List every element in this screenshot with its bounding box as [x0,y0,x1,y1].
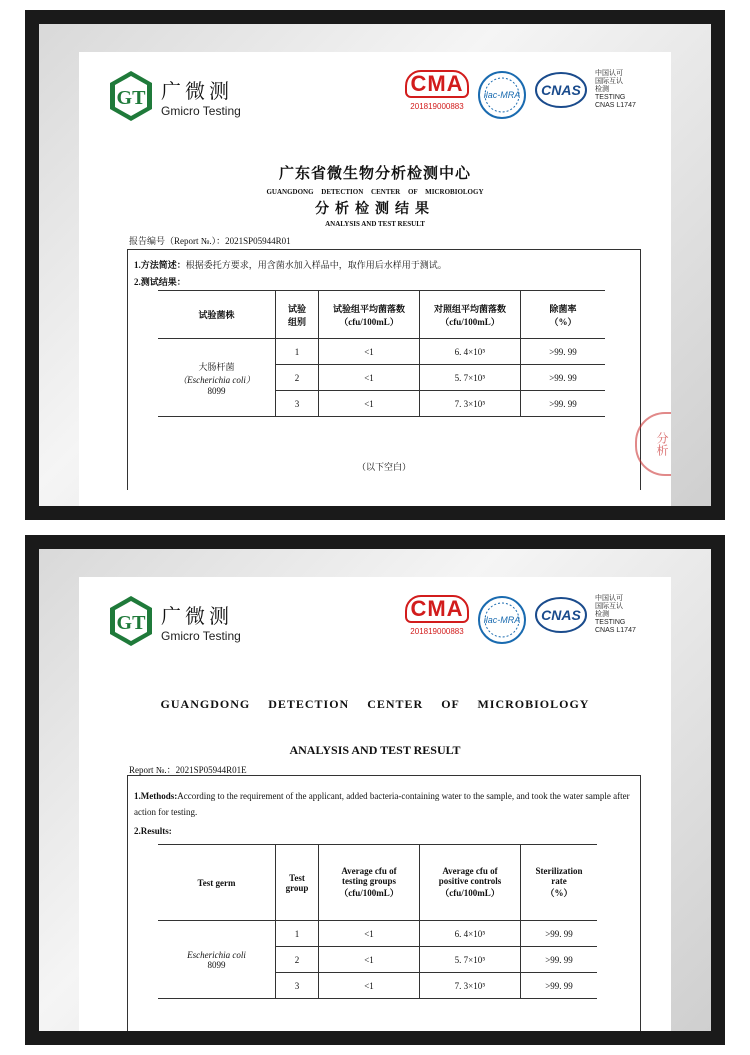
cma-number: 201819000883 [410,627,464,636]
cnas-caption: 中国认可 国际互认 检测 TESTING CNAS L1747 [595,595,636,634]
report-page-chinese [79,52,671,506]
accreditation-badges [405,70,651,120]
logo-chinese-name: 广微测 [161,605,233,628]
table-row: Escherichia coli 8099 1 <1 6. 4×10⁵ >99. 99 [158,921,597,947]
certificate-frame-english [25,535,725,1045]
header-rate: 除菌率 （%） [521,291,606,339]
header-rate: Sterilization rate （%） [521,845,598,921]
logo-chinese-name: 广微测 [161,80,233,103]
table-row: 2 <1 5. 7×10⁵ >99. 99 [158,365,605,391]
svg-text:ilac-MRA: ilac-MRA [483,90,521,100]
certificate-frame-chinese [25,10,725,520]
svg-text:ilac-MRA: ilac-MRA [483,615,521,625]
center-title-chinese: 广东省微生物分析检测中心 [278,166,471,182]
header-group: 试验 组别 [276,291,319,339]
company-logo [109,70,241,122]
header-control-avg: 对照组平均菌落数 （cfu/100mL） [420,291,521,339]
cnas-caption: 中国认可 国际互认 检测 TESTING CNAS L1747 [595,70,636,109]
results-label: 2.Results: [134,826,172,836]
frame-mat [39,549,711,1031]
cma-badge [405,595,469,636]
results-box [127,249,641,490]
header-control-avg: Average cfu of positive controls （cfu/100mL） [420,845,521,921]
cma-badge [405,70,469,111]
header-group: Test group [276,845,319,921]
svg-text:CNAS: CNAS [541,82,581,98]
method-description: 1.Methods:According to the requirement of the applicant, added bacteria-containing water to the sample, and took the water sample after action for testing. [134,791,630,817]
table-row: 2 <1 5. 7×10⁵ >99. 99 [158,947,597,973]
report-number: Report №.：2021SP05944R01E [129,765,247,775]
results-box [127,775,641,1031]
gt-logo-icon [109,70,153,122]
table-row: 3 <1 7. 3×10⁵ >99. 99 [158,973,597,999]
report-title-english: ANALYSIS AND TEST RESULT [325,220,425,228]
header-test-germ: Test germ [158,845,276,921]
table-row: 大肠杆菌 （Escherichia coli） 8099 1 <1 6. 4×10⁵ >99. 99 [158,339,605,365]
ilac-mra-icon [477,595,527,645]
results-label: 2.测试结果： [134,277,186,287]
method-description: 1.方法简述：根据委托方要求，用含菌水加入样品中，取作用后水样用于测试。 [134,260,447,270]
frame-mat [39,24,711,506]
strain-cell: 大肠杆菌 （Escherichia coli） 8099 [158,339,276,417]
report-title-english: ANALYSIS AND TEST RESULT [289,743,461,757]
cnas-logo-icon [535,595,587,635]
blank-below-note: （以下空白） [356,462,411,472]
center-title-english: GUANGDONG DETECTION CENTER OF MICROBIOLOGY [266,188,484,196]
accreditation-badges [405,595,651,645]
svg-text:GT: GT [116,612,146,634]
header-test-avg: Average cfu of testing groups （cfu/100mL） [319,845,420,921]
svg-text:CNAS: CNAS [541,607,581,623]
ilac-mra-icon [477,70,527,120]
gt-logo-icon [109,595,153,647]
table-row: 3 <1 7. 3×10⁵ >99. 99 [158,391,605,417]
seal-stamp: 分析 [635,412,671,476]
header-strain: 试验菌株 [158,291,276,339]
cma-number: 201819000883 [410,102,464,111]
results-table [158,290,605,417]
report-title-chinese: 分析检测结果 [315,202,435,217]
logo-english-name: Gmicro Testing [161,103,241,118]
company-logo [109,595,241,647]
cnas-logo-icon [535,70,587,110]
header-test-avg: 试验组平均菌落数 （cfu/100mL） [319,291,420,339]
results-table [158,844,597,999]
svg-text:GT: GT [116,87,146,109]
cma-mark: CMA [405,595,469,623]
center-title-english: GUANGDONG DETECTION CENTER OF MICROBIOLOGY [160,697,590,711]
report-page-english [79,577,671,1031]
report-number: 报告编号（Report №.）：2021SP05944R01 [129,236,291,246]
cma-mark: CMA [405,70,469,98]
strain-cell: Escherichia coli 8099 [158,921,276,999]
logo-english-name: Gmicro Testing [161,628,241,643]
